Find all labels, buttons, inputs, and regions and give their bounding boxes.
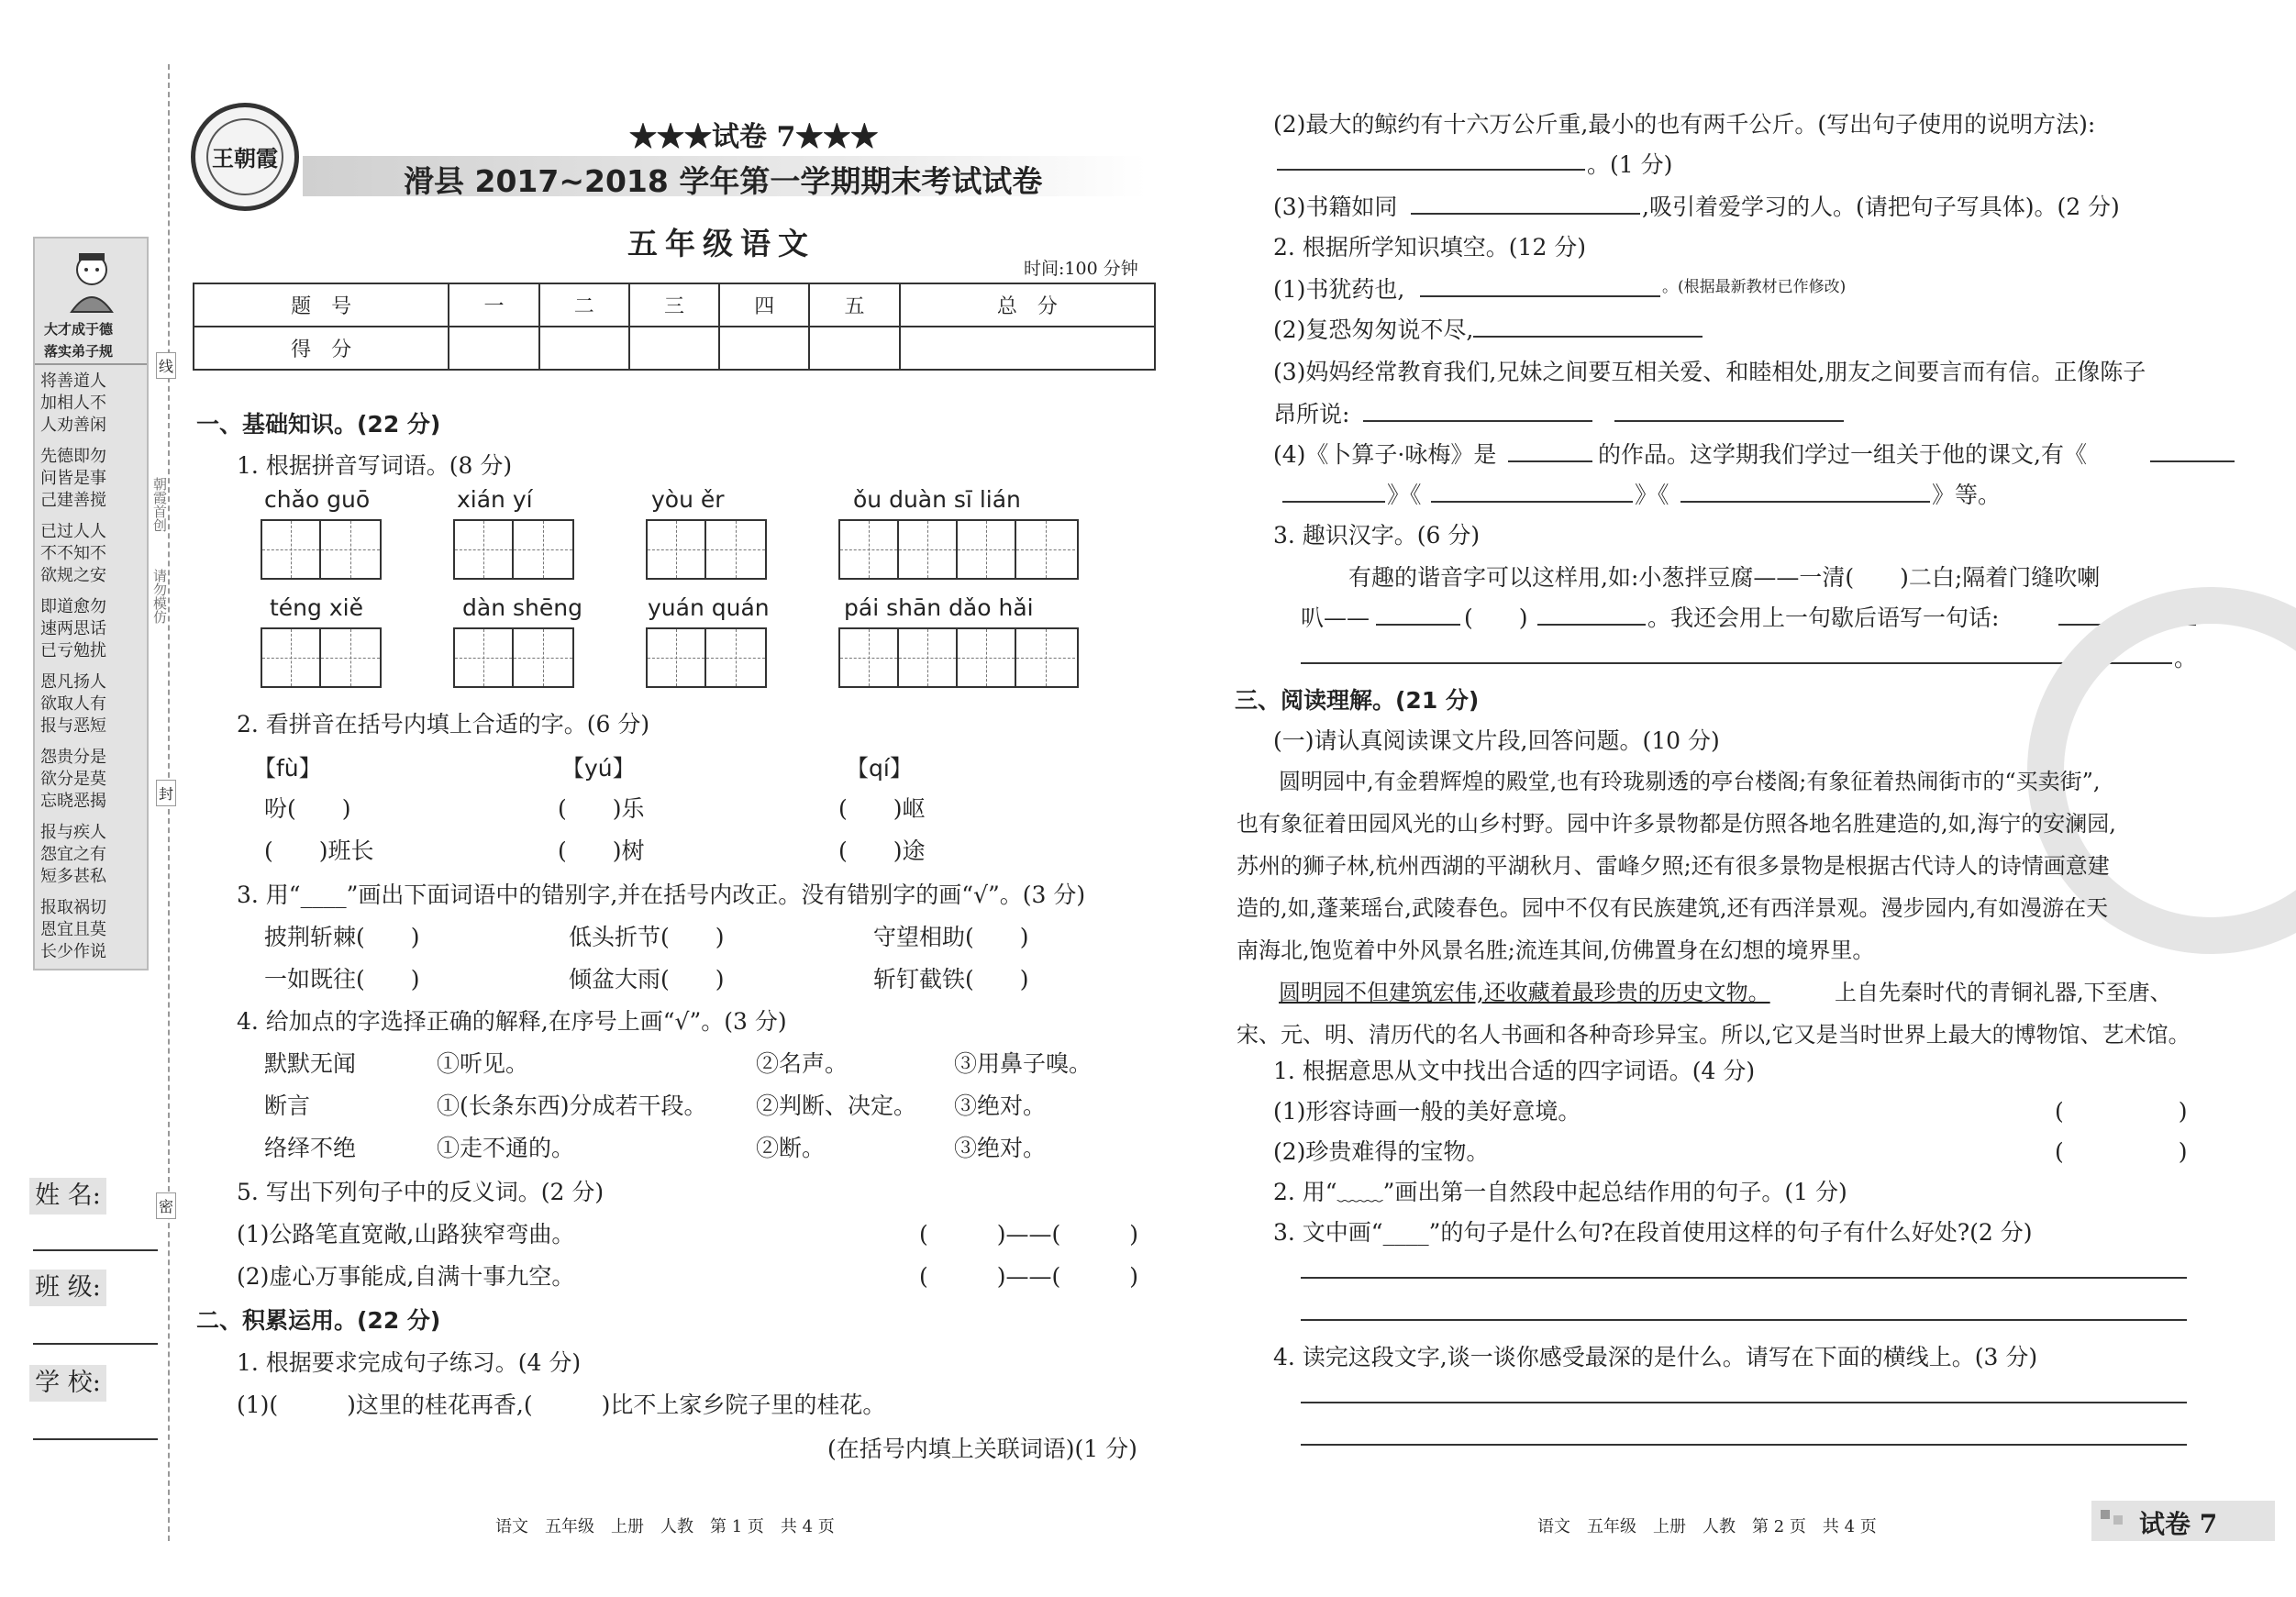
exam-title: 滑县 2017~2018 学年第一学期期末考试试卷 (404, 163, 1043, 199)
pinyin-4: ǒu duàn sī lián (853, 486, 1021, 513)
q2-1-2: (2)最大的鲸约有十六万公斤重,最小的也有两千公斤。(写出句子使用的说明方法): (1273, 111, 2096, 138)
answer-line[interactable] (1614, 420, 1844, 422)
q1-5-sentence: (1)公路笔直宽敞,山路狭窄弯曲。 (237, 1221, 575, 1248)
answer-line[interactable] (1301, 1402, 2187, 1403)
answer-line[interactable] (1537, 624, 1646, 626)
answer-line[interactable] (1282, 501, 1385, 503)
q1-2-pinyin-yu: 【yú】 (561, 755, 636, 782)
q1-2-item[interactable]: ( )岖 (838, 795, 926, 822)
passage-line: 也有象征着田园风光的山乡村野。园中许多景物都是仿照各地名胜建造的,如,海宁的安澜园, (1237, 811, 2116, 837)
q1-5-sentence: (2)虚心万事能成,自满十事九空。 (237, 1263, 575, 1290)
name-label: 姓 名: (29, 1178, 106, 1214)
q1-5-blank[interactable]: ( )——( ) (919, 1221, 1139, 1248)
pinyin-2: xián yí (457, 486, 533, 513)
pinyin-5: téng xiě (270, 594, 363, 621)
q2-2-1: (1)书犹药也, (1273, 276, 1405, 303)
q1-3-item[interactable]: 倾盆大雨( ) (569, 966, 725, 993)
writing-grid-5[interactable] (261, 627, 382, 688)
q1-3-item[interactable]: 披荆斩棘( ) (264, 924, 420, 950)
q1-4-option[interactable]: ②名声。 (756, 1050, 849, 1077)
seal-text-top: 朝霞首创 (151, 477, 168, 532)
answer-line[interactable] (1508, 460, 1592, 462)
writing-grid-6[interactable] (453, 627, 574, 688)
pinyin-7: yuán quán (648, 594, 770, 621)
passage-line: 造的,如,蓬莱瑶台,武陵春色。园中不仅有民族建筑,还有西洋景观。漫步园内,有如漫游在天 (1237, 895, 2109, 921)
q1-4-option[interactable]: ①走不通的。 (437, 1135, 575, 1161)
cut-mark-line: 线 (156, 352, 176, 379)
q1-3-item[interactable]: 一如既往( ) (264, 966, 420, 993)
answer-line[interactable] (1301, 662, 2172, 664)
class-field[interactable] (33, 1343, 158, 1345)
answer-line[interactable] (1411, 213, 1640, 215)
q1-4-option[interactable]: ③绝对。 (954, 1092, 1047, 1119)
q2-2-1-note: 。(根据最新教材已作修改) (1662, 278, 1847, 296)
answer-line[interactable] (2150, 460, 2235, 462)
q1-3-item[interactable]: 守望相助( ) (873, 924, 1029, 950)
q1-5-prompt: 5. 写出下列句子中的反义词。(2 分) (237, 1179, 605, 1205)
q2-2-3: (3)妈妈经常教育我们,兄妹之间要互相关爱、和睦相处,朋友之间要言而有信。正像陈子 (1273, 359, 2146, 385)
passage-line: 南海北,饱览着中外风景名胜;流连其间,仿佛置身在幻想的境界里。 (1237, 937, 1875, 963)
q3-1-prompt: 1. 根据意思从文中找出合适的四字词语。(4 分) (1273, 1058, 1756, 1084)
writing-grid-7[interactable] (646, 627, 767, 688)
answer-line[interactable] (1277, 169, 1585, 171)
pinyin-3: yòu ěr (651, 486, 725, 513)
q2-3-text3: 。我还会用上一句歇后语写一句话: (1647, 604, 2000, 631)
answer-line[interactable] (1301, 1277, 2187, 1279)
q2-3-prompt: 3. 趣识汉字。(6 分) (1273, 522, 1481, 549)
q2-2-4b: 的作品。这学期我们学过一组关于他的课文,有《 (1598, 441, 2087, 468)
writing-grid-8[interactable] (838, 627, 1079, 688)
q1-4-word: 络绎不绝 (264, 1135, 357, 1161)
q1-2-item[interactable]: ( )树 (558, 837, 645, 864)
q1-4-option[interactable]: ①(长条东西)分成若干段。 (437, 1092, 707, 1119)
sidebar-verses: 将善道人 加相人不 人劝善闲 先德即勿 问皆是事 己建善搅 已过人人 不不知不 欲规之安 即道愈勿 速两思话 已亏勉扰 恩凡扬人 欲取人有 报与恶短 怨贵分是 欲分是莫 忘晓恶揭 报与疾人 怨宜之有 短多甚私 报取祸切 恩宜且莫 长少作说 (40, 372, 106, 961)
q1-4-word: 默默无闻 (264, 1050, 357, 1077)
writing-grid-3[interactable] (646, 519, 767, 580)
writing-grid-1[interactable] (261, 519, 382, 580)
pinyin-8: pái shān dǎo hǎi (844, 594, 1034, 621)
paper-series: ★★★试卷 7★★★ (629, 121, 879, 153)
section2-title: 二、积累运用。(22 分) (196, 1307, 441, 1334)
passage-line: 宋、元、明、清历代的名人书画和各种奇珍异宝。所以,它又是当时世界上最大的博物馆、艺术馆。 (1237, 1022, 2191, 1048)
q2-3-text: 有趣的谐音字可以这样用,如:小葱拌豆腐——一清( )二白;隔着门缝吹喇 (1348, 564, 2101, 591)
score-table: 题 号 一 二 三 四 五 总 分 得 分 (193, 283, 1156, 371)
answer-line[interactable] (1301, 1444, 2187, 1446)
q1-3-prompt: 3. 用“____”画出下面词语中的错别字,并在括号内改正。没有错别字的画“√”。(3 分) (237, 882, 1086, 908)
reading-prompt: (一)请认真阅读课文片段,回答问题。(10 分) (1273, 727, 1720, 754)
passage-line: 上自先秦时代的青铜礼器,下至唐、 (1835, 980, 2172, 1005)
q2-1-3a: (3)书籍如同 (1273, 194, 1398, 220)
section3-title: 三、阅读理解。(21 分) (1235, 687, 1480, 714)
q1-3-item[interactable]: 低头折节( ) (569, 924, 725, 950)
paper-badge: 试卷 7 (2091, 1501, 2275, 1541)
q1-4-prompt: 4. 给加点的字选择正确的解释,在序号上画“√”。(3 分) (237, 1008, 787, 1035)
answer-line[interactable] (1363, 420, 1592, 422)
q1-1-prompt: 1. 根据拼音写词语。(8 分) (237, 452, 513, 479)
passage-underlined: 圆明园不但建筑宏伟,还收藏着最珍贵的历史文物。 (1279, 980, 1770, 1005)
answer-line[interactable] (1420, 295, 1660, 297)
answer-line[interactable] (1680, 501, 1930, 503)
q2-2-4a: (4)《卜算子·咏梅》是 (1273, 441, 1497, 468)
q3-4-prompt: 4. 读完这段文字,谈一谈你感受最深的是什么。请写在下面的横线上。(3 分) (1273, 1344, 2038, 1370)
seal-text-bottom: 请勿模仿 (151, 569, 168, 624)
answer-line[interactable] (1301, 1319, 2187, 1321)
q1-5-blank[interactable]: ( )——( ) (919, 1263, 1139, 1290)
q2-1-2-score: 。(1 分) (1587, 151, 1673, 178)
q1-2-item[interactable]: ( )乐 (558, 795, 645, 822)
q1-4-word: 断言 (264, 1092, 311, 1119)
q1-4-option[interactable]: ③用鼻子嗅。 (954, 1050, 1093, 1077)
q1-2-item[interactable]: ( )班长 (264, 837, 374, 864)
class-label: 班 级: (29, 1270, 106, 1306)
cut-mark-secret: 密 (156, 1192, 176, 1219)
pinyin-6: dàn shēng (462, 594, 582, 621)
writing-grid-2[interactable] (453, 519, 574, 580)
q1-4-option[interactable]: ②判断、决定。 (756, 1092, 917, 1119)
subject-title: 五年级语文 (627, 226, 815, 261)
scholar-illustration (62, 250, 121, 314)
answer-line[interactable] (1431, 501, 1633, 503)
cut-mark-seal: 封 (156, 780, 176, 806)
passage-line: 苏州的狮子林,杭州西湖的平湖秋月、雷峰夕照;还有很多景物是根据古代诗人的诗情画意建 (1237, 853, 2110, 879)
writing-grid-4[interactable] (838, 519, 1079, 580)
pinyin-1: chǎo guō (264, 486, 371, 513)
section1-title: 一、基础知识。(22 分) (196, 411, 441, 438)
q3-1-1: (1)形容诗画一般的美好意境。 (1273, 1098, 1581, 1125)
q2-2-4c: 》等。 (1932, 482, 2002, 508)
q2-2-2: (2)复恐匆匆说不尽, (1273, 316, 1474, 343)
exam-time: 时间:100 分钟 (1024, 259, 1138, 279)
q2-1-1[interactable]: (1)( )这里的桂花再香,( )比不上家乡院子里的桂花。 (237, 1392, 886, 1418)
answer-line[interactable] (1376, 624, 1460, 626)
q1-4-option[interactable]: ②断。 (756, 1135, 826, 1161)
q1-2-item[interactable]: ( )途 (838, 837, 926, 864)
q3-3-prompt: 3. 文中画“____”的句子是什么句?在段首使用这样的句子有什么好处?(2 分) (1273, 1219, 2033, 1246)
school-field[interactable] (33, 1438, 158, 1440)
q1-3-item[interactable]: 斩钉截铁( ) (873, 966, 1029, 993)
q3-1-1-blank[interactable]: ( ) (2055, 1098, 2188, 1125)
q2-1-prompt: 1. 根据要求完成句子练习。(4 分) (237, 1349, 582, 1376)
q2-1-1-note: (在括号内填上关联词语)(1 分) (827, 1436, 1137, 1462)
q3-1-2-blank[interactable]: ( ) (2055, 1138, 2188, 1165)
q2-3-text2: 叭—— (1301, 604, 1370, 631)
name-field[interactable] (33, 1249, 158, 1251)
q1-4-option[interactable]: ①听见。 (437, 1050, 529, 1077)
q3-1-2: (2)珍贵难得的宝物。 (1273, 1138, 1490, 1165)
passage-line: 圆明园中,有金碧辉煌的殿堂,也有玲珑剔透的亭台楼阁;有象征着热闹街市的“买卖街”, (1279, 769, 2101, 794)
q1-2-pinyin-qi: 【qí】 (846, 755, 913, 782)
page-footer-left: 语文 五年级 上册 人教 第 1 页 共 4 页 (495, 1517, 835, 1536)
motto-line1: 大才成于德 (44, 321, 114, 338)
q1-2-item[interactable]: 吩( ) (264, 795, 351, 822)
publisher-logo: 王朝霞 (191, 103, 299, 211)
page-footer-right: 语文 五年级 上册 人教 第 2 页 共 4 页 (1537, 1517, 1877, 1536)
q2-1-3b: ,吸引着爱学习的人。(请把句子写具体)。(2 分) (1642, 194, 2120, 220)
q2-2-prompt: 2. 根据所学知识填空。(12 分) (1273, 234, 1587, 261)
q1-2-prompt: 2. 看拼音在括号内填上合适的字。(6 分) (237, 711, 650, 738)
q3-2-prompt: 2. 用“﹏﹏”画出第一自然段中起总结作用的句子。(1 分) (1273, 1179, 1847, 1205)
motto-line2: 落实弟子规 (44, 343, 114, 360)
school-label: 学 校: (29, 1365, 106, 1402)
q1-2-pinyin-fu: 【fù】 (253, 755, 322, 782)
q2-2-3b: 昂所说: (1273, 401, 1350, 427)
q1-4-option[interactable]: ③绝对。 (954, 1135, 1047, 1161)
answer-line[interactable] (1473, 336, 1703, 338)
